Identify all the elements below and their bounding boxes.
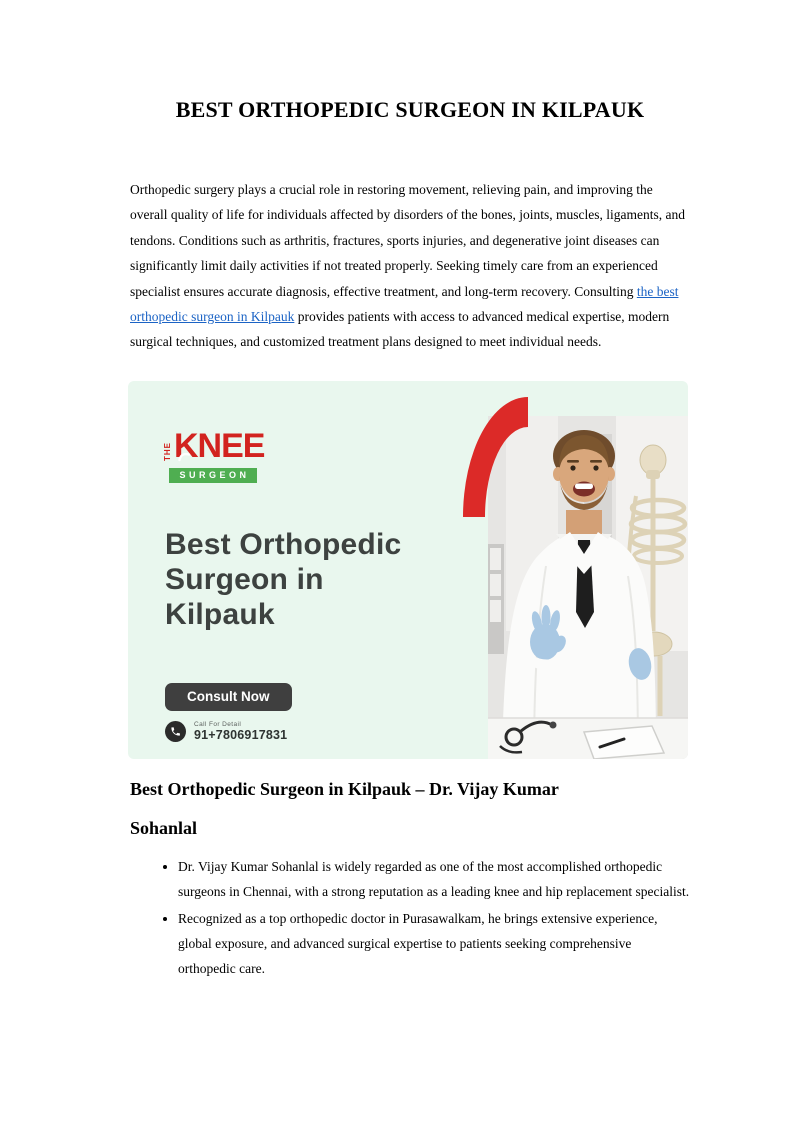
section-heading-line: Best Orthopedic Surgeon in Kilpauk – Dr. Vijay Kumar xyxy=(130,778,559,799)
banner-headline xyxy=(165,527,401,632)
intro-paragraph xyxy=(130,177,690,355)
promo-banner-image[interactable] xyxy=(128,381,688,759)
logo-knee-text: KNEE xyxy=(174,426,265,465)
phone-icon xyxy=(165,721,186,742)
desk xyxy=(488,718,688,759)
doctor-with-skeleton-photo xyxy=(488,416,688,759)
doctor-highlights-list xyxy=(130,854,690,982)
phone-contact[interactable] xyxy=(165,721,287,742)
knee-swoosh-icon xyxy=(178,449,191,462)
section-heading-line: Sohanlal xyxy=(130,817,198,838)
consult-now-button[interactable]: Consult Now xyxy=(165,683,292,712)
phone-label: Call For Detail xyxy=(194,720,242,728)
list-item: • Recognized as a top orthopedic doctor in Purasawalkam, he brings extensive experience, global exposure, and advanced surgical expertise to patients seeking comprehensive orthopedic care. xyxy=(178,906,690,982)
phone-number: 91+7806917831 xyxy=(194,727,288,742)
phone-text-block xyxy=(194,721,287,742)
list-item: • Dr. Vijay Kumar Sohanlal is widely regarded as one of the most accomplished orthopedic surgeons in Chennai, with a strong reputation as a leading knee and hip replacement specialist. xyxy=(178,854,690,905)
section-heading xyxy=(130,770,690,848)
banner-headline-line: Best Orthopedic xyxy=(165,527,402,561)
intro-text-before: Orthopedic surgery plays a crucial role in restoring movement, relieving pain, and improving the overall quality of life for individuals affected by disorders of the bones, joints, muscles, ligaments, and tendons. Conditions such as arthritis, fractures, sports injuries, and degenerative joint diseases can significantly limit daily activities if not treated properly. Seeking timely care from an experienced specialist ensures accurate diagnosis, effective treatment, and long-term recovery. Consulting xyxy=(130,182,685,299)
banner-headline-line: Kilpauk xyxy=(165,597,275,631)
knee-surgeon-logo xyxy=(163,426,265,493)
logo-surgeon-text: SURGEON xyxy=(169,468,257,484)
kilpauk-surgeon-link[interactable]: the best orthopedic surgeon in Kilpauk xyxy=(130,283,679,325)
intro-text-after: provides patients with access to advanced medical expertise, modern surgical techniques, and customized treatment plans designed to meet individual needs. xyxy=(130,309,670,350)
logo-the-text: THE xyxy=(163,441,172,461)
banner-headline-line: Surgeon in xyxy=(165,562,324,596)
page-title: BEST ORTHOPEDIC SURGEON IN KILPAUK xyxy=(175,97,645,122)
